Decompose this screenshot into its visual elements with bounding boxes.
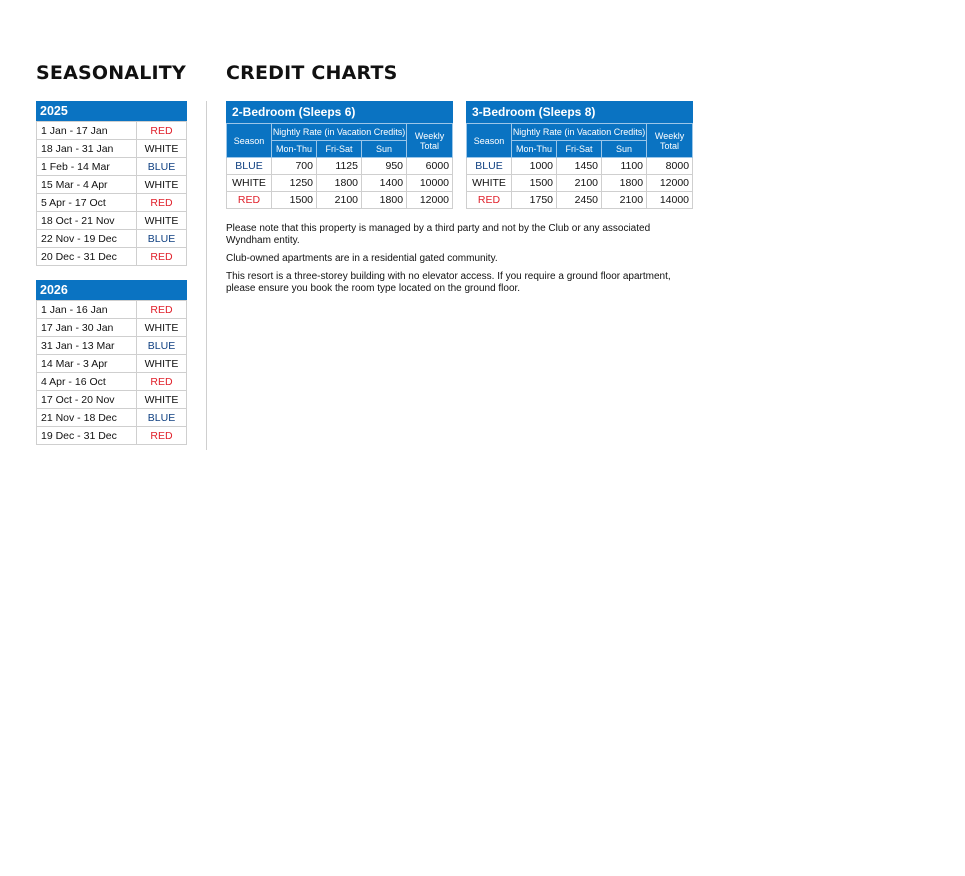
mon-thu-value: 1500 [512, 175, 557, 192]
date-range: 18 Jan - 31 Jan [37, 140, 137, 158]
table-row [227, 175, 453, 192]
table-row [37, 301, 187, 319]
credit-chart-2-bedroom [226, 101, 453, 209]
season-label: WHITE [137, 212, 187, 230]
mon-thu-value: 1500 [272, 192, 317, 209]
table-row [37, 248, 187, 266]
seasonality-heading: SEASONALITY [36, 62, 186, 84]
date-range: 20 Dec - 31 Dec [37, 248, 137, 266]
table-row [37, 140, 187, 158]
date-range: 1 Feb - 14 Mar [37, 158, 137, 176]
table-row [37, 409, 187, 427]
table-row [227, 158, 453, 175]
date-range: 18 Oct - 21 Nov [37, 212, 137, 230]
table-row [37, 158, 187, 176]
date-range: 1 Jan - 17 Jan [37, 122, 137, 140]
fri-sat-header: Fri-Sat [557, 141, 602, 158]
table-row [467, 192, 693, 209]
note-gated-community: Club-owned apartments are in a residential gated community. [226, 253, 498, 264]
sun-value: 2100 [602, 192, 647, 209]
date-range: 5 Apr - 17 Oct [37, 194, 137, 212]
date-range: 1 Jan - 16 Jan [37, 301, 137, 319]
table-row [467, 175, 693, 192]
season-label: WHITE [467, 175, 512, 192]
mon-thu-header: Mon-Thu [512, 141, 557, 158]
table-row [37, 355, 187, 373]
mon-thu-value: 1250 [272, 175, 317, 192]
season-label: WHITE [137, 319, 187, 337]
table-row [37, 230, 187, 248]
weekly-total-value: 10000 [407, 175, 453, 192]
weekly-total-header: Weekly Total [647, 124, 693, 158]
table-row [227, 192, 453, 209]
weekly-total-value: 6000 [407, 158, 453, 175]
date-range: 31 Jan - 13 Mar [37, 337, 137, 355]
season-label: RED [137, 373, 187, 391]
table-row [37, 427, 187, 445]
fri-sat-value: 2450 [557, 192, 602, 209]
nightly-rate-header: Nightly Rate (in Vacation Credits) [512, 124, 647, 141]
season-column-header: Season [467, 124, 512, 158]
season-label: BLUE [137, 337, 187, 355]
table-row [37, 176, 187, 194]
note-no-elevator: This resort is a three-storey building with no elevator access. If you require a ground floor apartment, please ensure you book the room type located on the ground floor. [226, 271, 671, 294]
season-label: BLUE [137, 409, 187, 427]
sun-value: 1800 [602, 175, 647, 192]
fri-sat-value: 1125 [317, 158, 362, 175]
date-range: 17 Jan - 30 Jan [37, 319, 137, 337]
mon-thu-value: 700 [272, 158, 317, 175]
season-label: RED [467, 192, 512, 209]
date-range: 19 Dec - 31 Dec [37, 427, 137, 445]
credit-charts-heading: CREDIT CHARTS [226, 62, 398, 84]
date-range: 15 Mar - 4 Apr [37, 176, 137, 194]
season-label: BLUE [227, 158, 272, 175]
weekly-total-value: 12000 [407, 192, 453, 209]
season-label: WHITE [137, 391, 187, 409]
fri-sat-value: 1450 [557, 158, 602, 175]
nightly-rate-header: Nightly Rate (in Vacation Credits) [272, 124, 407, 141]
date-range: 14 Mar - 3 Apr [37, 355, 137, 373]
sun-value: 1100 [602, 158, 647, 175]
table-row [37, 122, 187, 140]
weekly-total-value: 14000 [647, 192, 693, 209]
mon-thu-value: 1750 [512, 192, 557, 209]
season-label: RED [137, 122, 187, 140]
seasonality-table-2025 [36, 101, 187, 266]
sun-value: 1400 [362, 175, 407, 192]
table-row [37, 212, 187, 230]
table-row [37, 391, 187, 409]
sun-value: 950 [362, 158, 407, 175]
season-label: RED [137, 301, 187, 319]
seasonality-year: 2025 [36, 101, 187, 121]
credit-chart-title: 3-Bedroom (Sleeps 8) [466, 101, 693, 123]
date-range: 4 Apr - 16 Oct [37, 373, 137, 391]
season-label: WHITE [137, 355, 187, 373]
credit-chart-title: 2-Bedroom (Sleeps 6) [226, 101, 453, 123]
season-label: RED [137, 427, 187, 445]
date-range: 21 Nov - 18 Dec [37, 409, 137, 427]
sun-header: Sun [362, 141, 407, 158]
fri-sat-header: Fri-Sat [317, 141, 362, 158]
sun-header: Sun [602, 141, 647, 158]
season-label: BLUE [137, 230, 187, 248]
table-row [37, 319, 187, 337]
table-row [37, 337, 187, 355]
season-column-header: Season [227, 124, 272, 158]
seasonality-table-2026 [36, 280, 187, 445]
sun-value: 1800 [362, 192, 407, 209]
credit-chart-3-bedroom [466, 101, 693, 209]
mon-thu-value: 1000 [512, 158, 557, 175]
season-label: BLUE [137, 158, 187, 176]
table-row [37, 194, 187, 212]
weekly-total-header: Weekly Total [407, 124, 453, 158]
table-row [37, 373, 187, 391]
season-label: BLUE [467, 158, 512, 175]
season-label: WHITE [137, 176, 187, 194]
date-range: 17 Oct - 20 Nov [37, 391, 137, 409]
table-row [467, 158, 693, 175]
seasonality-year: 2026 [36, 280, 187, 300]
season-label: WHITE [227, 175, 272, 192]
fri-sat-value: 2100 [317, 192, 362, 209]
season-label: RED [227, 192, 272, 209]
season-label: RED [137, 194, 187, 212]
season-label: WHITE [137, 140, 187, 158]
property-notes [226, 223, 696, 301]
note-third-party: Please note that this property is managed by a third party and not by the Club or any associated Wyndham entity. [226, 223, 651, 246]
weekly-total-value: 8000 [647, 158, 693, 175]
column-divider [206, 101, 207, 450]
date-range: 22 Nov - 19 Dec [37, 230, 137, 248]
fri-sat-value: 2100 [557, 175, 602, 192]
weekly-total-value: 12000 [647, 175, 693, 192]
mon-thu-header: Mon-Thu [272, 141, 317, 158]
fri-sat-value: 1800 [317, 175, 362, 192]
season-label: RED [137, 248, 187, 266]
